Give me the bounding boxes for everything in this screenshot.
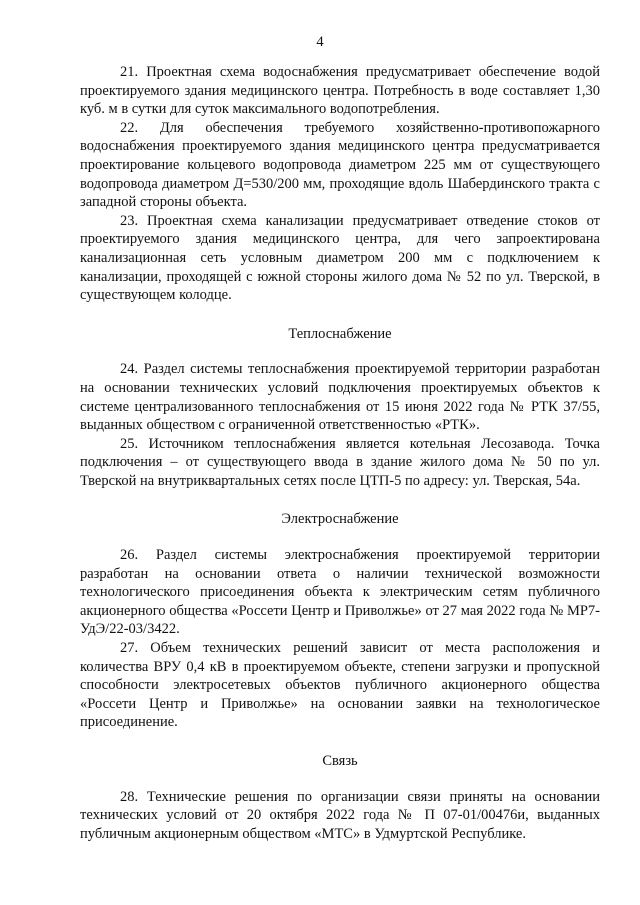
paragraph-28: 28. Технические решения по организации связи приняты на основании технических условий от 20 октября 2022 года № П 07-01/00476и, выданных публичным акционерным обществом «МТС» в Удмуртской Республике. (80, 788, 600, 842)
paragraph-23: 23. Проектная схема канализации предусматривает отведение стоков от проектируемого здания медицинского центра, для чего запроектирована канализационная сеть условным диаметром 200 мм с подключением к канализации, проходящей с южной стороны жилого дома № 52 по ул. Тверской, в существующем колодце. (80, 212, 600, 304)
page-number: 4 (316, 34, 324, 50)
paragraph-27: 27. Объем технических решений зависит от места расположения и количества ВРУ 0,4 кВ в проектируемом объекте, степени загрузки и пропускной способности электросетевых объектов публичного акционерного общества «Россети Центр и Приволжье» на основании заявки на технологическое присоединение. (80, 640, 600, 731)
document-body (80, 63, 600, 843)
paragraph-21: 21. Проектная схема водоснабжения предусматривает обеспечение водой проектируемого здания медицинского центра. Потребность в воде составляет 1,30 куб. м в сутки для суток максимального водопотребления. (80, 64, 600, 118)
paragraph-26: 26. Раздел системы электроснабжения проектируемой территории разработан на основании ответа о наличии технической возможности технологического присоединения объекта к электрическим сетям публичного акционерного общества «Россети Центр и Приволжье» от 27 мая 2022 года № МР7-УдЭ/22-03/3422. (80, 547, 600, 638)
heading-power-supply: Электроснабжение (281, 511, 399, 528)
paragraph-22: 22. Для обеспечения требуемого хозяйственно-противопожарного водоснабжения проектируемого здания медицинского центра предусматривается проектирование кольцевого водопровода диаметром 225 мм от существующего водопровода диаметром Д=530/200 мм, проходящие вдоль Шабердинского тракта с западной стороны объекта. (80, 119, 600, 211)
paragraph-24: 24. Раздел системы теплоснабжения проектируемой территории разработан на основании технических условий подключения проектируемых объектов к системе централизованного теплоснабжения от 15 июня 2022 года № РТК 37/55, выданных обществом с ограниченной ответственностью «РТК». (80, 361, 600, 434)
heading-heat-supply: Теплоснабжение (288, 325, 392, 342)
heading-communications: Связь (322, 753, 358, 769)
paragraph-25: 25. Источником теплоснабжения является котельная Лесозавода. Точка подключения – от существующего ввода в здание жилого дома № 50 по ул. Тверской на внутриквартальных сетях после ЦТП-5 по адресу: ул. Тверская, 54а. (80, 435, 600, 489)
